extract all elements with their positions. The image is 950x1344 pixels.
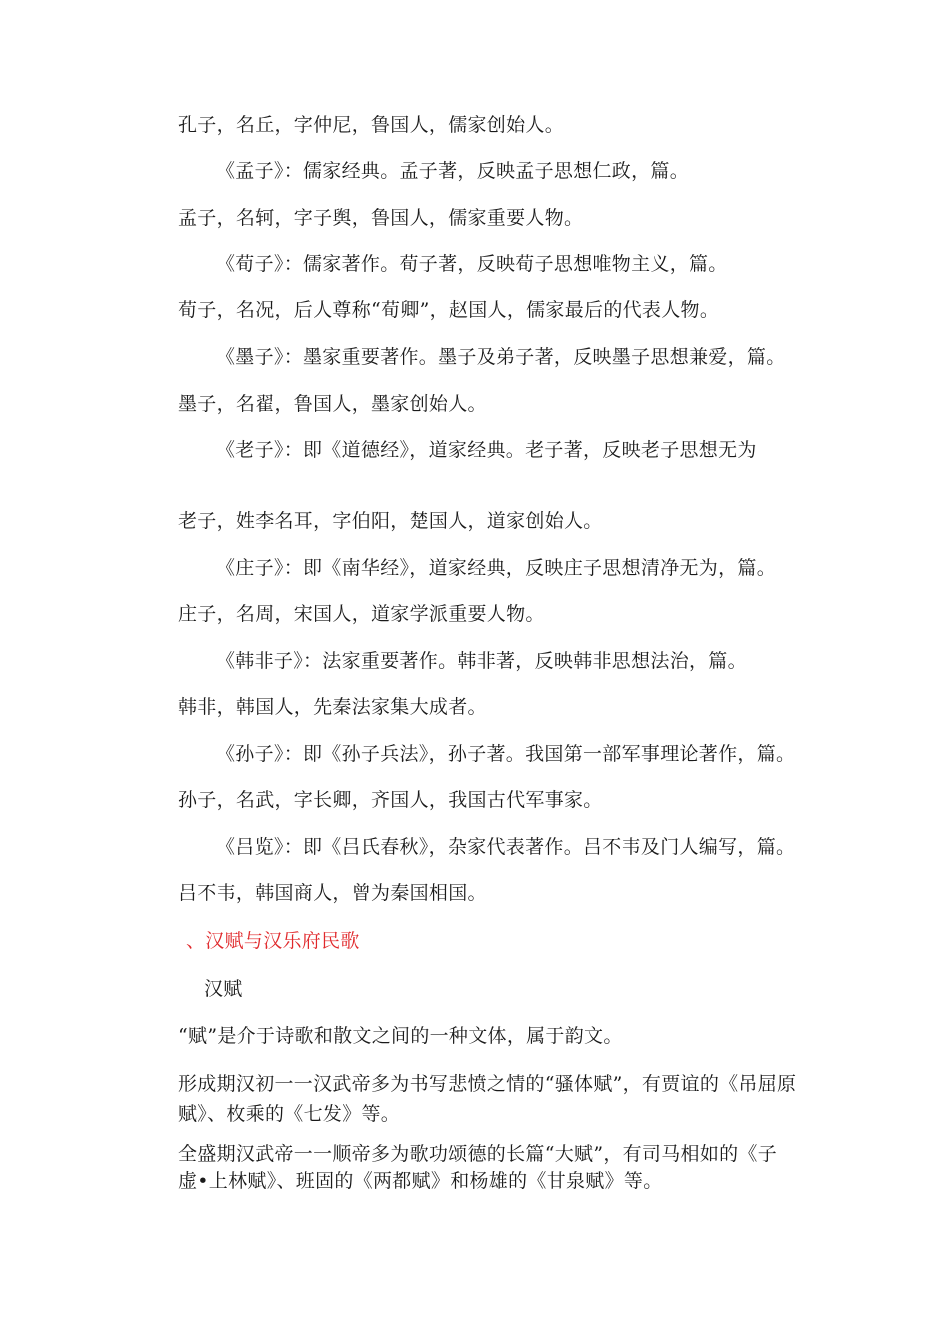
text-line: 《吕览》：即《吕氏春秋》，杂家代表著作。吕不韦及门人编写，篇。 [216, 836, 796, 858]
text-line: “赋”是介于诗歌和散文之间的一种文体，属于韵文。 [178, 1025, 623, 1047]
section-heading: 、汉赋与汉乐府民歌 [186, 930, 360, 952]
text-line: 墨子，名翟，鲁国人，墨家创始人。 [178, 393, 487, 415]
text-line: 《孙子》：即《孙子兵法》，孙子著。我国第一部军事理论著作，篇。 [216, 743, 796, 765]
text-line: 《老子》：即《道德经》，道家经典。老子著，反映老子思想无为 [216, 439, 757, 461]
text-line: 吕不韦，韩国商人，曾为秦国相国。 [178, 882, 487, 904]
text-line: 老子，姓李名耳，字伯阳，楚国人，道家创始人。 [178, 510, 603, 532]
text-line: 庄子，名周，宋国人，道家学派重要人物。 [178, 603, 545, 625]
sub-heading: 汉赋 [204, 978, 243, 1000]
text-line: 孟子，名轲，字子舆，鲁国人，儒家重要人物。 [178, 207, 584, 229]
text-line: 《庄子》：即《南华经》，道家经典，反映庄子思想清净无为，篇。 [216, 557, 777, 579]
text-line: 《孟子》：儒家经典。孟子著，反映孟子思想仁政，篇。 [216, 160, 690, 182]
paragraph-line: 虚•上林赋》、班固的《两都赋》和杨雄的《甘泉赋》等。 [178, 1170, 663, 1192]
paragraph-line: 赋》、枚乘的《七发》等。 [178, 1103, 401, 1125]
paragraph-line: 全盛期汉武帝一一顺帝多为歌功颂德的长篇“大赋”，有司马相如的《子 [178, 1143, 778, 1165]
text-line: 韩非，韩国人，先秦法家集大成者。 [178, 696, 487, 718]
text-line: 孙子，名武，字长卿，齐国人，我国古代军事家。 [178, 789, 603, 811]
text-line: 《荀子》：儒家著作。荀子著，反映荀子思想唯物主义，篇。 [216, 253, 728, 275]
text-line: 荀子，名况，后人尊称“荀卿”，赵国人，儒家最后的代表人物。 [178, 299, 720, 321]
text-line: 《墨子》：墨家重要著作。墨子及弟子著，反映墨子思想兼爱，篇。 [216, 346, 786, 368]
paragraph-line: 形成期汉初一一汉武帝多为书写悲愤之情的“骚体赋”，有贾谊的《吊屈原 [178, 1073, 797, 1095]
text-line: 《韩非子》：法家重要著作。韩非著，反映韩非思想法治，篇。 [216, 650, 747, 672]
text-line: 孔子，名丘，字仲尼，鲁国人，儒家创始人。 [178, 114, 565, 136]
